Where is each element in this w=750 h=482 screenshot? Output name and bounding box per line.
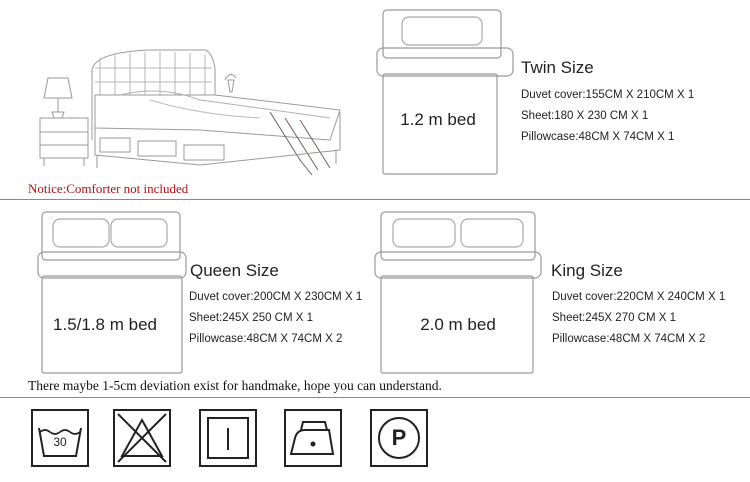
line-dry-icon (198, 408, 258, 468)
dry-clean-p-icon (369, 408, 429, 468)
king-spec-duvet: Duvet cover:220CM X 240CM X 1 (552, 291, 726, 303)
king-bed-label: 2.0 m bed (420, 315, 496, 334)
bed-sketch-illustration (0, 0, 370, 180)
queen-spec-duvet: Duvet cover:200CM X 230CM X 1 (189, 291, 363, 303)
deviation-note: There maybe 1-5cm deviation exist for handmake, hope you can understand. (28, 378, 442, 393)
king-bed-diagram (373, 210, 543, 375)
twin-bed-diagram (375, 8, 517, 178)
king-spec-pillowcase: Pillowcase:48CM X 74CM X 2 (552, 333, 706, 345)
twin-bed-label: 1.2 m bed (400, 110, 476, 129)
twin-spec-sheet: Sheet:180 X 230 CM X 1 (521, 110, 649, 122)
wash-30-icon (30, 408, 90, 468)
queen-bed-diagram (36, 210, 188, 375)
king-spec-sheet: Sheet:245X 270 CM X 1 (552, 312, 677, 324)
wash-temperature: 30 (53, 435, 67, 449)
queen-size-title: Queen Size (190, 261, 279, 280)
twin-size-title: Twin Size (521, 58, 594, 77)
divider-top (0, 199, 750, 200)
queen-bed-label: 1.5/1.8 m bed (53, 315, 157, 334)
divider-bottom (0, 397, 750, 398)
king-spec-list (552, 287, 725, 350)
dry-clean-letter: P (391, 425, 407, 450)
twin-spec-duvet: Duvet cover:155CM X 210CM X 1 (521, 89, 695, 101)
twin-spec-pillowcase: Pillowcase:48CM X 74CM X 1 (521, 131, 675, 143)
queen-spec-list (189, 287, 362, 350)
iron-medium-icon (283, 408, 343, 468)
notice-text: Notice:Comforter not included (28, 181, 189, 196)
queen-spec-pillowcase: Pillowcase:48CM X 74CM X 2 (189, 333, 343, 345)
do-not-bleach-icon (112, 408, 172, 468)
queen-spec-sheet: Sheet:245X 250 CM X 1 (189, 312, 314, 324)
king-size-title: King Size (551, 261, 623, 280)
twin-spec-list (521, 85, 694, 148)
